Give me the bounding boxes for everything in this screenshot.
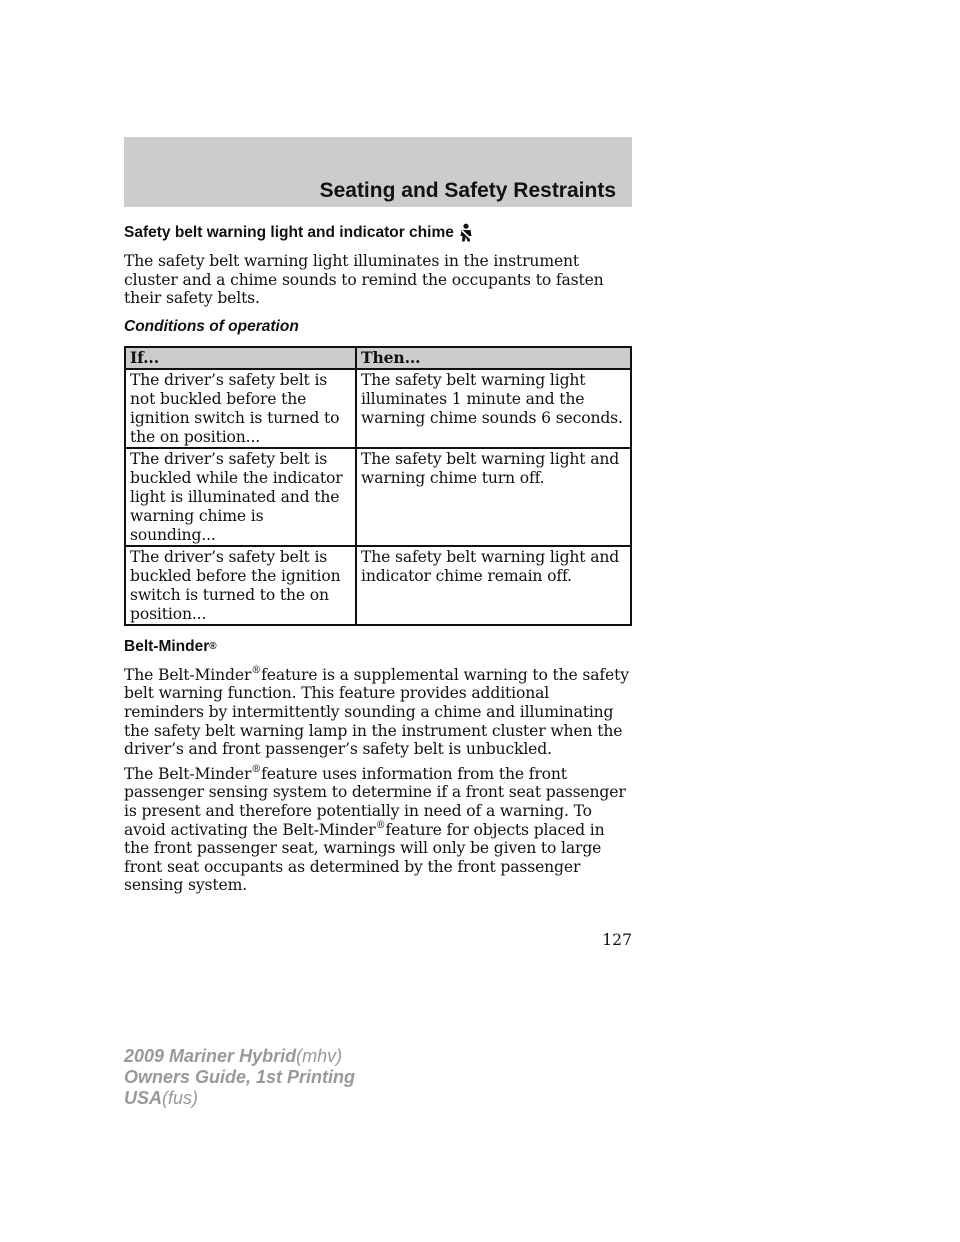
cell-if: The driver’s safety belt is not buckled before the ignition switch is turned to the on position... bbox=[125, 369, 356, 448]
section-title: Seating and Safety Restraints bbox=[319, 179, 616, 202]
registered-mark: ® bbox=[251, 664, 262, 676]
para2-post: feature is a supplemental warning to the safety belt warning function. This feature provides additional reminders by intermittently sounding a chime and illuminating the safety belt warning lamp in the instrument cluster when the driver’s and front passenger’s safety belt is unbuckled. bbox=[124, 665, 629, 759]
belt-minder-paragraph-1 bbox=[124, 666, 632, 759]
footer-line-1 bbox=[124, 1046, 355, 1067]
page-number: 127 bbox=[602, 931, 632, 949]
cell-then: The safety belt warning light illuminates 1 minute and the warning chime sounds 6 seconds. bbox=[356, 369, 631, 448]
section-header-band bbox=[124, 137, 632, 207]
registered-mark: ® bbox=[251, 763, 262, 775]
table-row bbox=[125, 369, 631, 448]
table-header-row bbox=[125, 347, 631, 369]
column-header-if: If... bbox=[125, 347, 356, 369]
cell-then: The safety belt warning light and indicator chime remain off. bbox=[356, 546, 631, 625]
heading-warning-light-text: Safety belt warning light and indicator chime bbox=[124, 224, 454, 241]
registered-mark: ® bbox=[209, 640, 217, 652]
conditions-table bbox=[124, 346, 632, 626]
footer-line-3 bbox=[124, 1088, 355, 1109]
print-footer bbox=[124, 1046, 355, 1109]
page-content bbox=[124, 220, 632, 895]
para3-mid: feature uses information from the front passenger sensing system to determine if a front seat passenger is present and therefore potentially in need of a warning. To avoid activating the Belt-Minder bbox=[124, 764, 626, 839]
heading-conditions: Conditions of operation bbox=[124, 317, 299, 335]
heading-belt-minder-text: Belt-Minder bbox=[124, 637, 210, 655]
footer-line-2: Owners Guide, 1st Printing bbox=[124, 1067, 356, 1087]
footer-model-code: (mhv) bbox=[296, 1046, 343, 1066]
para3-pre: The Belt-Minder bbox=[124, 764, 252, 783]
table-row bbox=[125, 448, 631, 546]
footer-market: USA bbox=[124, 1088, 163, 1108]
footer-model: 2009 Mariner Hybrid bbox=[124, 1046, 297, 1066]
footer-market-code: (fus) bbox=[162, 1088, 199, 1108]
cell-if: The driver’s safety belt is buckled while the indicator light is illuminated and the warning chime is sounding... bbox=[125, 448, 356, 546]
para2-pre: The Belt-Minder bbox=[124, 665, 252, 684]
column-header-then: Then... bbox=[356, 347, 631, 369]
registered-mark: ® bbox=[375, 819, 386, 831]
intro-paragraph: The safety belt warning light illuminates in the instrument cluster and a chime sounds to remind the occupants to fasten their safety belts. bbox=[124, 252, 604, 308]
heading-warning-light bbox=[124, 220, 632, 246]
belt-minder-paragraph-2 bbox=[124, 765, 632, 895]
para3-post: feature for objects placed in the front passenger seat, warnings will only be given to large front seat occupants as determined by the front passenger sensing system. bbox=[124, 820, 605, 895]
seatbelt-warning-icon bbox=[457, 223, 475, 243]
table-row bbox=[125, 546, 631, 625]
cell-if: The driver’s safety belt is buckled before the ignition switch is turned to the on position... bbox=[125, 546, 356, 625]
cell-then: The safety belt warning light and warning chime turn off. bbox=[356, 448, 631, 546]
heading-belt-minder bbox=[124, 634, 632, 660]
